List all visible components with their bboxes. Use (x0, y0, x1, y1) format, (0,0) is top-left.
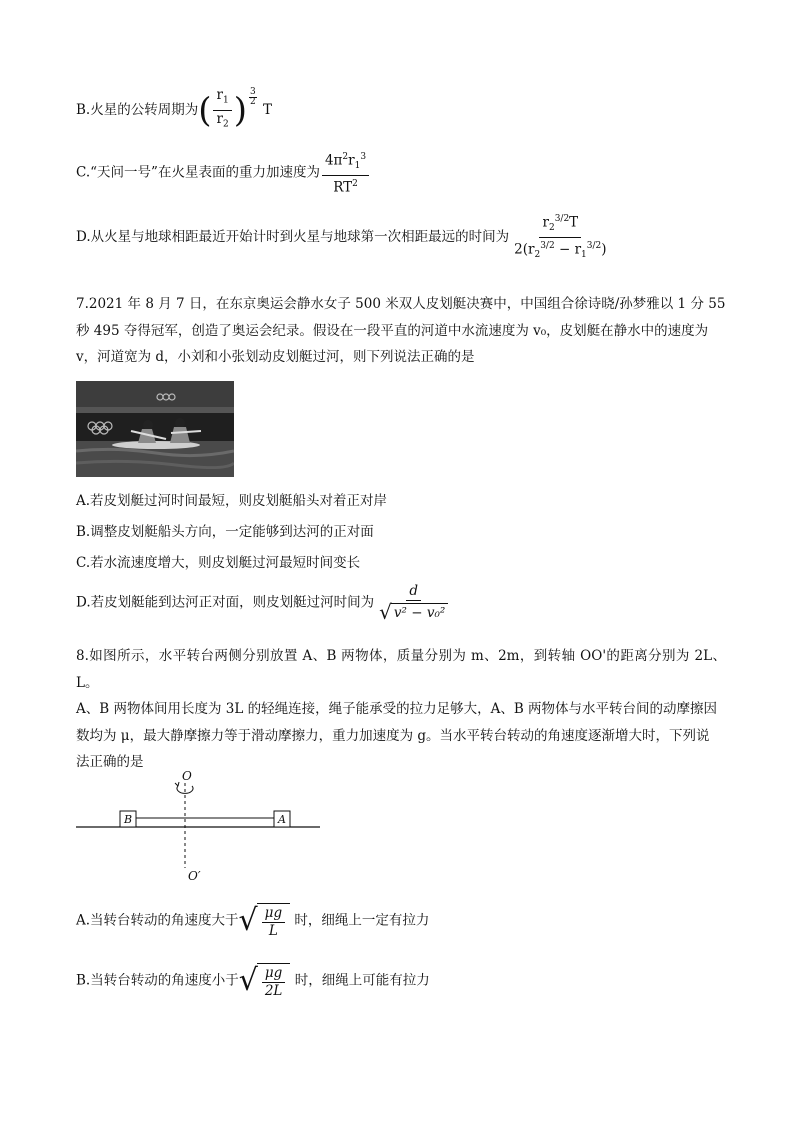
label-o-prime: O′ (188, 869, 201, 883)
q8-option-b (76, 963, 430, 999)
q6-option-b: B.火星的公转周期为( $\frac{r_1}{r_2}$ ) $\frac{3}{2}$ T (76, 88, 272, 133)
label-a: A (278, 813, 286, 826)
q7-option-d-text: D.若皮划艇能到达河正对面，则皮划艇过河时间为 (76, 594, 375, 611)
q7-option-c: C.若水流速度增大，则皮划艇过河最短时间变长 (76, 555, 361, 571)
turntable-diagram-svg (74, 768, 334, 888)
q7-option-b: B.调整皮划艇船头方向，一定能够到达河的正对面 (76, 524, 374, 540)
q6-option-b-exponent: $\frac{3}{2}$ (249, 87, 256, 107)
q8-stem-line-3: 数均为 μ，最大静摩擦力等于滑动摩擦力，重力加速度为 g。当水平转台转动的角速度逐渐增大时，下列说 (76, 727, 710, 744)
q6-option-c (76, 150, 371, 196)
q8-stem (76, 643, 726, 776)
label-o: O (182, 769, 192, 783)
q8-stem-line-1: 8.如图所示，水平转台两侧分别放置 A、B 两物体，质量分别为 m、2m，到转轴 OO'的距离分别为 2L、L。 (76, 648, 726, 691)
q8-option-b-suffix: 时，细绳上可能有拉力 (294, 972, 430, 989)
q8-option-a-text: A.当转台转动的角速度大于 (76, 912, 239, 929)
q6-option-d-fraction: $\frac{r_2^{3/2}T}{2(r_2^{3/2} - r_1^{3/2})}$ (514, 214, 607, 261)
q6-option-c-fraction: $\frac{4\pi^2r_1^3}{RT^2}$ (322, 150, 369, 196)
q7-stem-line-3: v，河道宽为 d，小刘和小张划动皮划艇过河，则下列说法正确的是 (76, 349, 475, 365)
q6-option-b-fraction: $\frac{r_1}{r_2}$ (213, 88, 231, 132)
label-b: B (124, 813, 133, 826)
kayak-photo-image (76, 381, 234, 477)
q6-option-b-text: B.火星的公转周期为 (76, 102, 199, 118)
q8-option-b-text: B.当转台转动的角速度小于 (76, 972, 239, 989)
q8-option-a (76, 903, 429, 939)
q7-option-d-fraction: d √ v² − v₀² (376, 584, 451, 622)
q6-option-b-suffix: T (262, 102, 272, 118)
q7-option-d (76, 584, 453, 622)
q6-option-d (76, 212, 612, 263)
q7-stem (76, 291, 726, 371)
q6-option-c-text: C.“天问一号”在火星表面的重力加速度为 (76, 164, 320, 181)
q8-stem-line-4: 法正确的是 (76, 754, 144, 770)
q8-option-a-suffix: 时，细绳上一定有拉力 (294, 912, 430, 929)
q7-stem-line-2: 秒 495 夺得冠军，创造了奥运会纪录。假设在一段平直的河道中水流速度为 v₀，皮划艇在静水中的速度为 (76, 322, 709, 339)
q8-option-b-sqrt: √ $\frac{\mu g}{2L}$ (239, 963, 291, 999)
q8-option-a-sqrt: √ $\frac{\mu g}{L}$ (239, 903, 291, 939)
turntable-diagram (74, 768, 334, 892)
q7-stem-line-1: 7.2021 年 8 月 7 日，在东京奥运会静水女子 500 米双人皮划艇决赛中，中国组合徐诗晓/孙梦雅以 1 分 55 (76, 296, 726, 312)
kayak-photo (76, 381, 234, 477)
q8-stem-line-2: A、B 两物体间用长度为 3L 的轻绳连接，绳子能承受的拉力足够大，A、B 两物体与水平转台间的动摩擦因 (76, 701, 718, 717)
q7-option-a: A.若皮划艇过河时间最短，则皮划艇船头对着正对岸 (76, 493, 388, 509)
q6-option-d-text: D.从火星与地球相距最近开始计时到火星与地球第一次相距最远的时间为 (76, 229, 510, 246)
